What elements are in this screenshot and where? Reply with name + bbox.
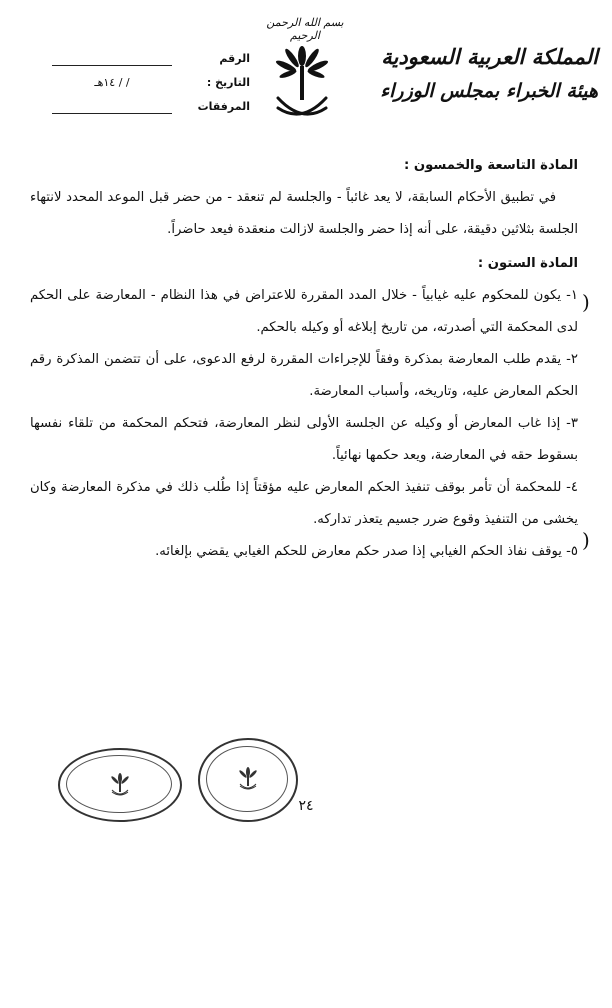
- item-number: ١-: [566, 288, 578, 303]
- margin-mark: ): [582, 290, 590, 314]
- item-text: يوقف نفاذ الحكم الغيابي إذا صدر حكم معارض للحكم الغيابي يقضي بإلغائه.: [155, 544, 562, 559]
- article-60-item-2: [30, 344, 578, 408]
- item-number: ٣-: [566, 416, 578, 431]
- article-59-title: المادة التاسعة والخمسون :: [403, 158, 578, 173]
- article-60-item-3: [30, 408, 578, 472]
- article-60-item-1: [30, 280, 578, 344]
- date-label: التاريخ :: [206, 76, 250, 89]
- article-60-title: المادة الستون :: [477, 256, 578, 271]
- item-number: ٢-: [566, 352, 578, 367]
- item-number: ٤-: [566, 480, 578, 495]
- item-text: إذا غاب المعارض أو وكيله عن الجلسة الأولى لنظر المعارضة، فتحكم المحكمة من تلقاء نفسها بسقوط حقه في المعارضة، ويعد حكمها نهائياً.: [30, 416, 578, 463]
- page-number: ٢٤: [298, 798, 314, 814]
- official-stamp-left: [58, 748, 182, 822]
- attachments-line: [52, 112, 172, 114]
- item-text: يكون للمحكوم عليه غيابياً - خلال المدد المقررة للاعتراض في هذا النظام - المعارضة على الحكم لدى المحكمة التي أصدرته، من تاريخ إبلاغه أو وكيله بالحكم.: [30, 288, 578, 335]
- basmala: بسم الله الرحمن الرحيم: [266, 16, 344, 42]
- article-60-item-5: [30, 536, 578, 568]
- ref-number-label: الرقم: [219, 52, 250, 65]
- document-body: [30, 150, 578, 568]
- item-text: يقدم طلب المعارضة بمذكرة وفقاً للإجراءات المقررة لرفع الدعوى، على أن تتضمن المذكرة رقم الحكم المعارض عليه، وتاريخه، وأسباب المعارضة.: [30, 352, 578, 399]
- stamp-emblem-icon: [238, 766, 258, 790]
- saudi-emblem-icon: [272, 42, 332, 128]
- margin-mark: ): [582, 528, 590, 552]
- ref-number-line: [52, 64, 172, 66]
- stamp-emblem-icon: [110, 772, 130, 796]
- item-text: للمحكمة أن تأمر بوقف تنفيذ الحكم المعارض عليه مؤقتاً إذا طُلب ذلك في مذكرة المعارضة وكان يخشى من التنفيذ وقوع ضرر جسيم يتعذر تداركه.: [30, 480, 578, 527]
- attachments-label: المرفقات: [197, 100, 250, 113]
- official-stamp-right: [198, 738, 298, 822]
- article-60-item-4: [30, 472, 578, 536]
- item-number: ٥-: [566, 544, 578, 559]
- date-value: / / ١٤هـ: [94, 76, 130, 89]
- org-name-line1: المملكة العربية السعودية: [381, 44, 598, 69]
- org-name-line2: هيئة الخبراء بمجلس الوزراء: [380, 80, 598, 102]
- article-59-text: في تطبيق الأحكام السابقة، لا يعد غائباً - والجلسة لم تنعقد - من حضر قبل الموعد المحدد لانتهاء الجلسة بثلاثين دقيقة، على أنه إذا حضر والجلسة لازالت منعقدة فيعد حاضراً.: [30, 190, 578, 237]
